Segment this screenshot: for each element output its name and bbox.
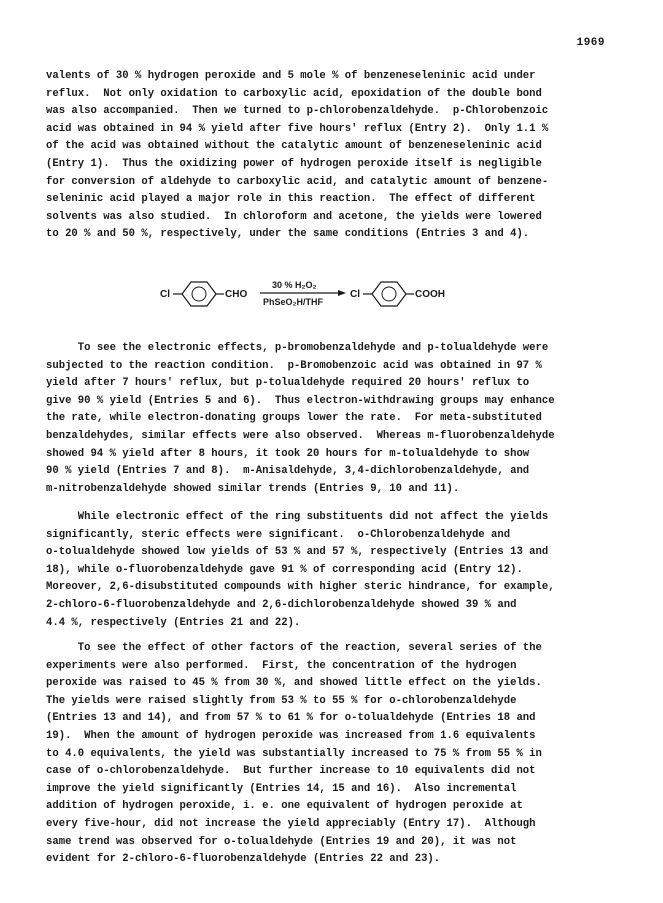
- text-line: 2-chloro-6-fluorobenzaldehyde and 2,6-dichlorobenzaldehyde showed 39 % and: [46, 598, 517, 611]
- product-chloro-label: Cl: [350, 289, 360, 300]
- text-line: every five-hour, did not increase the yield appreciably (Entry 17). Although: [46, 817, 536, 830]
- text-line: acid was obtained in 94 % yield after five hours' reflux (Entry 2). Only 1.1 %: [46, 122, 549, 135]
- paragraph-electronic-effects: [46, 340, 618, 498]
- reactant-aldehyde-label: CHO: [225, 289, 248, 300]
- text-line: (Entries 13 and 14), and from 57 % to 61 % for o-tolualdehyde (Entries 18 and: [46, 712, 536, 725]
- text-line: 18), while o-fluorobenzaldehyde gave 91 % of corresponding acid (Entry 12).: [46, 563, 523, 576]
- text-line: to 4.0 equivalents, the yield was substantially increased to 75 % from 55 % in: [46, 747, 542, 760]
- product-acid-label: COOH: [415, 289, 445, 300]
- text-line: 90 % yield (Entries 7 and 8). m-Anisaldehyde, 3,4-dichlorobenzaldehyde, and: [46, 465, 530, 478]
- text-line: While electronic effect of the ring substituents did not affect the yields: [46, 511, 549, 523]
- reaction-scheme: [160, 272, 480, 312]
- text-line: was also accompanied. Then we turned to p-chlorobenzaldehyde. p-Chlorobenzoic: [46, 105, 549, 118]
- paragraph-results-intro: [46, 68, 618, 244]
- paragraph-steric-effects: [46, 509, 618, 632]
- aromatic-circle-icon: [192, 287, 206, 301]
- benzene-ring-icon: [372, 282, 406, 306]
- text-line: Moreover, 2,6-disubstituted compounds with higher steric hindrance, for example,: [46, 581, 555, 594]
- text-line: o-tolualdehyde showed low yields of 53 % and 57 %, respectively (Entries 13 and: [46, 546, 549, 559]
- text-line: significantly, steric effects were significant. o-Chlorobenzaldehyde and: [46, 528, 511, 541]
- text-line: evident for 2-chloro-6-fluorobenzaldehyde (Entries 22 and 23).: [46, 853, 441, 866]
- text-line: addition of hydrogen peroxide, i. e. one equivalent of hydrogen peroxide at: [46, 800, 523, 813]
- text-line: To see the electronic effects, p-bromobenzaldehyde and p-tolualdehyde were: [46, 342, 549, 354]
- paragraph-other-factors: [46, 640, 618, 869]
- text-line: yield after 7 hours' reflux, but p-tolualdehyde required 20 hours' reflux to: [46, 377, 530, 390]
- arrow-head-icon: [338, 290, 346, 296]
- aromatic-circle-icon: [382, 287, 396, 301]
- text-line: (Entry 1). Thus the oxidizing power of hydrogen peroxide itself is negligible: [46, 157, 542, 170]
- page-number: 1969: [576, 37, 605, 49]
- text-line: 4.4 %, respectively (Entries 21 and 22).: [46, 616, 301, 629]
- text-line: of the acid was obtained without the catalytic amount of benzeneseleninic acid: [46, 140, 542, 153]
- text-line: seleninic acid played a major role in this reaction. The effect of different: [46, 193, 536, 206]
- text-line: benzaldehydes, similar effects were also observed. Whereas m-fluorobenzaldehyde: [46, 429, 555, 442]
- text-line: The yields were raised slightly from 53 % to 55 % for o-chlorobenzaldehyde: [46, 694, 517, 707]
- text-line: improve the yield significantly (Entries 14, 15 and 16). Also incremental: [46, 782, 517, 795]
- text-line: give 90 % yield (Entries 5 and 6). Thus electron-withdrawing groups may enhance: [46, 394, 555, 407]
- text-line: same trend was observed for o-tolualdehyde (Entries 19 and 20), it was not: [46, 835, 517, 848]
- text-line: subjected to the reaction condition. p-Bromobenzoic acid was obtained in 97 %: [46, 359, 542, 372]
- text-line: for conversion of aldehyde to carboxylic acid, and catalytic amount of benzene-: [46, 175, 549, 188]
- text-line: 19). When the amount of hydrogen peroxide was increased from 1.6 equivalents: [46, 729, 536, 742]
- reactant-chloro-label: Cl: [160, 289, 170, 300]
- benzene-ring-icon: [182, 282, 216, 306]
- text-line: solvents was also studied. In chloroform and acetone, the yields were lowered: [46, 210, 542, 223]
- text-line: the rate, while electron-donating groups lower the rate. For meta-substituted: [46, 412, 542, 425]
- text-line: peroxide was raised to 45 % from 30 %, and showed little effect on the yields.: [46, 677, 542, 690]
- text-line: experiments were also performed. First, the concentration of the hydrogen: [46, 659, 517, 672]
- text-line: case of o-chlorobenzaldehyde. But further increase to 10 equivalents did not: [46, 765, 536, 778]
- text-line: reflux. Not only oxidation to carboxylic acid, epoxidation of the double bond: [46, 87, 542, 100]
- text-line: to 20 % and 50 %, respectively, under the same conditions (Entries 3 and 4).: [46, 228, 530, 241]
- reagent-bottom-label: PhSeO₂H/THF: [263, 297, 324, 307]
- text-line: m-nitrobenzaldehyde showed similar trends (Entries 9, 10 and 11).: [46, 482, 460, 495]
- text-line: valents of 30 % hydrogen peroxide and 5 mole % of benzeneseleninic acid under: [46, 70, 536, 82]
- text-line: To see the effect of other factors of the reaction, several series of the: [46, 642, 542, 654]
- reagent-top-label: 30 % H₂O₂: [272, 280, 317, 290]
- text-line: showed 94 % yield after 8 hours, it took 20 hours for m-tolualdehyde to show: [46, 447, 530, 460]
